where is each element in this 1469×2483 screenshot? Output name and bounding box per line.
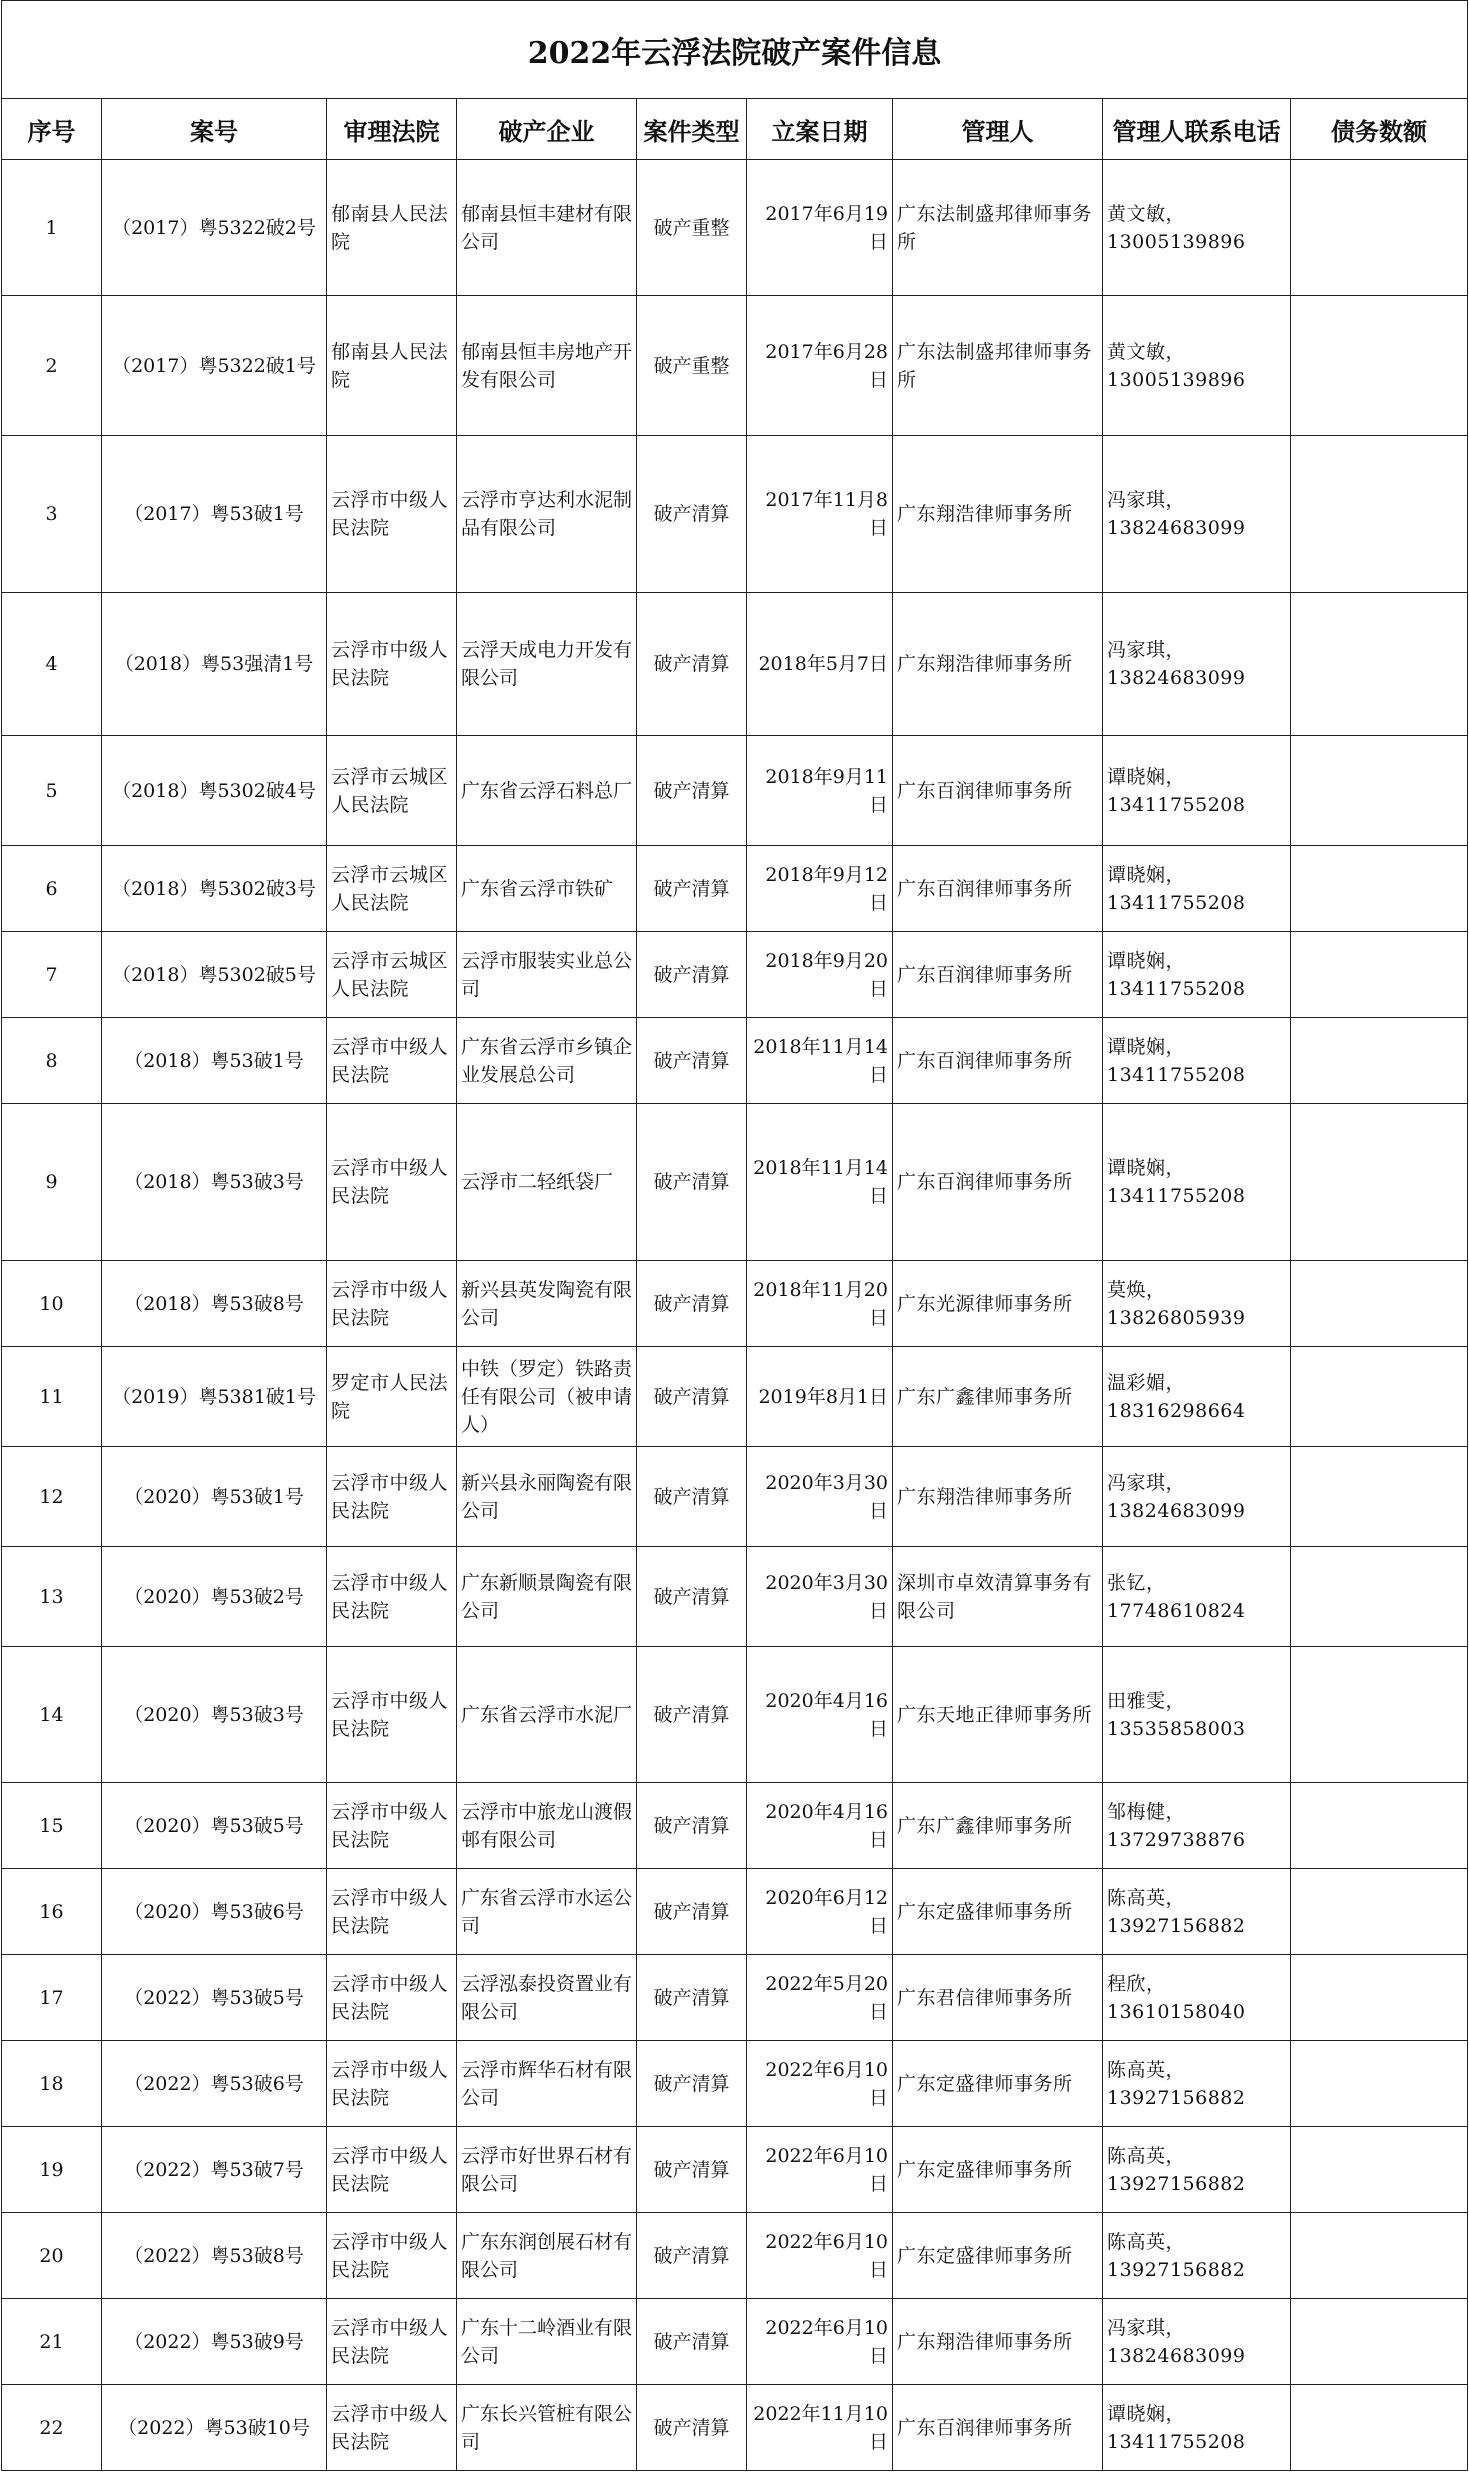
cell-filing-date: 2018年11月14日 [747, 1104, 893, 1261]
cell-filing-date: 2017年6月28日 [747, 296, 893, 436]
contact-name: 谭晓娴， [1107, 1157, 1186, 1179]
contact-phone: 13826805939 [1107, 1306, 1246, 1329]
cell-filing-date: 2018年9月20日 [747, 932, 893, 1018]
cell-filing-date: 2019年8月1日 [747, 1347, 893, 1447]
cell-company: 广东十二岭酒业有限公司 [457, 2299, 637, 2385]
contact-phone: 13927156882 [1107, 1914, 1246, 1937]
cell-administrator: 广东定盛律师事务所 [893, 2213, 1103, 2299]
cell-case-type: 破产清算 [637, 1104, 747, 1261]
cell-case-type: 破产清算 [637, 1447, 747, 1547]
contact-name: 温彩媚， [1107, 1371, 1186, 1394]
cell-case-number: （2018）粤53破8号 [102, 1261, 327, 1347]
cell-company: 广东新顺景陶瓷有限公司 [457, 1547, 637, 1647]
cell-debt-amount [1291, 160, 1468, 296]
cell-case-number: （2018）粤5302破3号 [102, 846, 327, 932]
contact-phone: 13411755208 [1107, 2430, 1246, 2453]
cell-administrator-phone [1103, 296, 1291, 436]
cell-court: 云浮市中级人民法院 [327, 1869, 457, 1955]
cell-debt-amount [1291, 1647, 1468, 1783]
cell-court: 郁南县人民法院 [327, 296, 457, 436]
cell-administrator: 广东天地正律师事务所 [893, 1647, 1103, 1783]
cell-case-number: （2019）粤5381破1号 [102, 1347, 327, 1447]
cell-debt-amount [1291, 1347, 1468, 1447]
table-row [2, 436, 1468, 593]
cell-filing-date: 2022年6月10日 [747, 2127, 893, 2213]
cell-company: 云浮市辉华石材有限公司 [457, 2041, 637, 2127]
cell-company: 郁南县恒丰建材有限公司 [457, 160, 637, 296]
cell-case-type: 破产清算 [637, 1347, 747, 1447]
cell-case-number: （2017）粤5322破1号 [102, 296, 327, 436]
cell-court: 云浮市中级人民法院 [327, 2385, 457, 2471]
cell-administrator: 广东广鑫律师事务所 [893, 1347, 1103, 1447]
cell-court: 云浮市中级人民法院 [327, 1447, 457, 1547]
cell-administrator-phone [1103, 736, 1291, 846]
cell-administrator: 广东君信律师事务所 [893, 1955, 1103, 2041]
cell-administrator: 广东定盛律师事务所 [893, 2041, 1103, 2127]
table-row [2, 160, 1468, 296]
cell-case-number: （2018）粤53破1号 [102, 1018, 327, 1104]
cell-company: 云浮市好世界石材有限公司 [457, 2127, 637, 2213]
header-row [2, 99, 1468, 160]
cell-case-type: 破产清算 [637, 436, 747, 593]
cell-company: 广东东润创展石材有限公司 [457, 2213, 637, 2299]
cell-administrator-phone [1103, 1347, 1291, 1447]
cell-filing-date: 2018年11月14日 [747, 1018, 893, 1104]
contact-name: 谭晓娴， [1107, 1035, 1186, 1058]
contact-phone: 13411755208 [1107, 891, 1246, 914]
cell-filing-date: 2022年6月10日 [747, 2041, 893, 2127]
table-row [2, 593, 1468, 736]
contact-name: 谭晓娴， [1107, 863, 1186, 886]
header-case-number: 案号 [102, 99, 327, 160]
cell-case-type: 破产清算 [637, 1955, 747, 2041]
cell-court: 云浮市中级人民法院 [327, 2127, 457, 2213]
cell-administrator: 广东定盛律师事务所 [893, 2127, 1103, 2213]
table-row [2, 1018, 1468, 1104]
cell-company: 广东省云浮市铁矿 [457, 846, 637, 932]
contact-name: 冯家琪， [1107, 2316, 1186, 2339]
table-row [2, 1783, 1468, 1869]
cell-court: 罗定市人民法院 [327, 1347, 457, 1447]
cell-index: 4 [2, 593, 102, 736]
cell-filing-date: 2018年9月12日 [747, 846, 893, 932]
cell-case-type: 破产清算 [637, 2299, 747, 2385]
cell-administrator-phone [1103, 436, 1291, 593]
table-row [2, 1347, 1468, 1447]
contact-phone: 18316298664 [1107, 1399, 1246, 1422]
table-row [2, 846, 1468, 932]
cell-case-type: 破产清算 [637, 2127, 747, 2213]
cell-administrator: 广东百润律师事务所 [893, 846, 1103, 932]
header-index: 序号 [2, 99, 102, 160]
cell-company: 云浮市服装实业总公司 [457, 932, 637, 1018]
cell-case-number: （2020）粤53破6号 [102, 1869, 327, 1955]
contact-phone: 13824683099 [1107, 1499, 1246, 1522]
contact-name: 张钇， [1107, 1571, 1166, 1594]
cell-administrator: 广东百润律师事务所 [893, 1104, 1103, 1261]
contact-name: 谭晓娴， [1107, 2402, 1186, 2425]
cell-filing-date: 2020年4月16日 [747, 1647, 893, 1783]
contact-name: 田雅雯， [1107, 1689, 1186, 1712]
cell-administrator-phone [1103, 932, 1291, 1018]
cell-index: 15 [2, 1783, 102, 1869]
cell-debt-amount [1291, 593, 1468, 736]
cell-court: 云浮市中级人民法院 [327, 1018, 457, 1104]
table-row [2, 2299, 1468, 2385]
cell-company: 中铁（罗定）铁路责任有限公司（被申请人） [457, 1347, 637, 1447]
cell-company: 云浮天成电力开发有限公司 [457, 593, 637, 736]
contact-name: 冯家琪， [1107, 489, 1186, 511]
cell-index: 8 [2, 1018, 102, 1104]
header-administrator-phone: 管理人联系电话 [1103, 99, 1291, 160]
cell-administrator-phone [1103, 2385, 1291, 2471]
table-row [2, 1547, 1468, 1647]
cell-filing-date: 2020年6月12日 [747, 1869, 893, 1955]
cell-administrator: 广东定盛律师事务所 [893, 1869, 1103, 1955]
cell-court: 云浮市中级人民法院 [327, 2299, 457, 2385]
contact-phone: 13824683099 [1107, 517, 1246, 539]
contact-phone: 13411755208 [1107, 977, 1246, 1000]
cell-administrator-phone [1103, 2127, 1291, 2213]
cell-index: 12 [2, 1447, 102, 1547]
cell-case-type: 破产清算 [637, 2385, 747, 2471]
contact-name: 莫焕， [1107, 1278, 1166, 1301]
cell-index: 1 [2, 160, 102, 296]
cell-administrator-phone [1103, 160, 1291, 296]
cell-company: 云浮泓泰投资置业有限公司 [457, 1955, 637, 2041]
cell-administrator-phone [1103, 1869, 1291, 1955]
cell-case-type: 破产清算 [637, 1783, 747, 1869]
table-row [2, 2127, 1468, 2213]
contact-name: 冯家琪， [1107, 1471, 1186, 1494]
cell-case-number: （2022）粤53破9号 [102, 2299, 327, 2385]
contact-phone: 13005139896 [1107, 368, 1246, 391]
header-debt-amount: 债务数额 [1291, 99, 1468, 160]
cell-court: 云浮市云城区人民法院 [327, 932, 457, 1018]
cell-company: 云浮市二轻纸袋厂 [457, 1104, 637, 1261]
cell-case-type: 破产重整 [637, 296, 747, 436]
cell-court: 云浮市云城区人民法院 [327, 736, 457, 846]
header-administrator: 管理人 [893, 99, 1103, 160]
cell-debt-amount [1291, 2041, 1468, 2127]
cell-index: 9 [2, 1104, 102, 1261]
cell-filing-date: 2022年5月20日 [747, 1955, 893, 2041]
contact-name: 陈高英， [1107, 2144, 1186, 2167]
cell-case-type: 破产清算 [637, 736, 747, 846]
cell-administrator: 广东翔浩律师事务所 [893, 2299, 1103, 2385]
contact-phone: 17748610824 [1107, 1599, 1246, 1622]
cell-case-type: 破产清算 [637, 1869, 747, 1955]
cell-filing-date: 2022年6月10日 [747, 2213, 893, 2299]
table-row [2, 296, 1468, 436]
cell-filing-date: 2022年11月10日 [747, 2385, 893, 2471]
cell-administrator-phone [1103, 2299, 1291, 2385]
table-row [2, 2385, 1468, 2471]
cell-case-type: 破产清算 [637, 1261, 747, 1347]
cell-filing-date: 2022年6月10日 [747, 2299, 893, 2385]
table-row [2, 1261, 1468, 1347]
cell-debt-amount [1291, 2127, 1468, 2213]
cell-administrator-phone [1103, 846, 1291, 932]
header-court: 审理法院 [327, 99, 457, 160]
cell-index: 21 [2, 2299, 102, 2385]
table-row [2, 1955, 1468, 2041]
cell-case-type: 破产清算 [637, 593, 747, 736]
cell-administrator: 广东法制盛邦律师事务所 [893, 160, 1103, 296]
cell-administrator-phone [1103, 1955, 1291, 2041]
contact-name: 邹梅健， [1107, 1800, 1186, 1823]
cell-case-type: 破产清算 [637, 1647, 747, 1783]
cell-administrator-phone [1103, 1783, 1291, 1869]
cell-company: 广东省云浮市水泥厂 [457, 1647, 637, 1783]
cell-case-number: （2018）粤53破3号 [102, 1104, 327, 1261]
cell-filing-date: 2020年3月30日 [747, 1547, 893, 1647]
contact-name: 黄文敏， [1107, 340, 1186, 363]
cell-index: 22 [2, 2385, 102, 2471]
cell-company: 广东省云浮石料总厂 [457, 736, 637, 846]
cell-case-type: 破产清算 [637, 846, 747, 932]
cell-debt-amount [1291, 1261, 1468, 1347]
cell-debt-amount [1291, 846, 1468, 932]
cell-administrator-phone [1103, 2041, 1291, 2127]
cell-administrator: 广东法制盛邦律师事务所 [893, 296, 1103, 436]
table-row [2, 2213, 1468, 2299]
cell-administrator: 广东百润律师事务所 [893, 1018, 1103, 1104]
cell-court: 云浮市云城区人民法院 [327, 846, 457, 932]
contact-phone: 13610158040 [1107, 2000, 1246, 2023]
cell-case-number: （2022）粤53破7号 [102, 2127, 327, 2213]
header-filing-date: 立案日期 [747, 99, 893, 160]
contact-name: 陈高英， [1107, 2230, 1186, 2253]
cell-administrator: 广东翔浩律师事务所 [893, 593, 1103, 736]
cell-debt-amount [1291, 1783, 1468, 1869]
cell-debt-amount [1291, 2385, 1468, 2471]
cell-court: 云浮市中级人民法院 [327, 2041, 457, 2127]
cell-company: 新兴县英发陶瓷有限公司 [457, 1261, 637, 1347]
table-row [2, 736, 1468, 846]
cell-administrator-phone [1103, 1647, 1291, 1783]
table-row [2, 2041, 1468, 2127]
cell-case-number: （2017）粤53破1号 [102, 436, 327, 593]
cell-court: 云浮市中级人民法院 [327, 593, 457, 736]
cell-case-type: 破产重整 [637, 160, 747, 296]
cell-case-type: 破产清算 [637, 1018, 747, 1104]
cell-index: 20 [2, 2213, 102, 2299]
cell-court: 云浮市中级人民法院 [327, 1261, 457, 1347]
cell-court: 郁南县人民法院 [327, 160, 457, 296]
cell-administrator-phone [1103, 1547, 1291, 1647]
cell-case-number: （2022）粤53破8号 [102, 2213, 327, 2299]
contact-phone: 13927156882 [1107, 2086, 1246, 2109]
contact-phone: 13005139896 [1107, 230, 1246, 253]
cell-company: 云浮市亨达利水泥制品有限公司 [457, 436, 637, 593]
contact-phone: 13824683099 [1107, 2344, 1246, 2367]
cell-case-number: （2020）粤53破5号 [102, 1783, 327, 1869]
table-row [2, 1647, 1468, 1783]
cell-index: 10 [2, 1261, 102, 1347]
cell-index: 2 [2, 296, 102, 436]
cell-index: 14 [2, 1647, 102, 1783]
cell-debt-amount [1291, 436, 1468, 593]
cell-index: 11 [2, 1347, 102, 1447]
cell-administrator: 广东光源律师事务所 [893, 1261, 1103, 1347]
cell-filing-date: 2020年4月16日 [747, 1783, 893, 1869]
contact-name: 黄文敏， [1107, 202, 1186, 225]
cell-debt-amount [1291, 296, 1468, 436]
cell-debt-amount [1291, 1018, 1468, 1104]
cell-case-type: 破产清算 [637, 2213, 747, 2299]
header-company: 破产企业 [457, 99, 637, 160]
cell-court: 云浮市中级人民法院 [327, 1955, 457, 2041]
cell-court: 云浮市中级人民法院 [327, 1104, 457, 1261]
contact-name: 程欣， [1107, 1972, 1166, 1995]
cell-index: 3 [2, 436, 102, 593]
cell-debt-amount [1291, 932, 1468, 1018]
cell-case-number: （2022）粤53破6号 [102, 2041, 327, 2127]
cell-company: 新兴县永丽陶瓷有限公司 [457, 1447, 637, 1547]
contact-phone: 13411755208 [1107, 1185, 1246, 1207]
cell-debt-amount [1291, 1447, 1468, 1547]
cell-case-number: （2020）粤53破1号 [102, 1447, 327, 1547]
cell-administrator-phone [1103, 1261, 1291, 1347]
contact-name: 冯家琪， [1107, 639, 1186, 661]
cell-company: 郁南县恒丰房地产开发有限公司 [457, 296, 637, 436]
contact-name: 陈高英， [1107, 2058, 1186, 2081]
cell-company: 广东长兴管桩有限公司 [457, 2385, 637, 2471]
contact-phone: 13927156882 [1107, 2172, 1246, 2195]
cell-index: 6 [2, 846, 102, 932]
cell-index: 17 [2, 1955, 102, 2041]
cell-debt-amount [1291, 1869, 1468, 1955]
cell-filing-date: 2017年6月19日 [747, 160, 893, 296]
bankruptcy-cases-table [1, 0, 1468, 2471]
table-title: 2022年云浮法院破产案件信息 [2, 1, 1468, 99]
table-row [2, 1869, 1468, 1955]
cell-debt-amount [1291, 1955, 1468, 2041]
cell-administrator: 广东百润律师事务所 [893, 2385, 1103, 2471]
cell-company: 广东省云浮市乡镇企业发展总公司 [457, 1018, 637, 1104]
contact-name: 谭晓娴， [1107, 765, 1186, 788]
contact-phone: 13535858003 [1107, 1717, 1246, 1740]
cell-court: 云浮市中级人民法院 [327, 1783, 457, 1869]
cell-debt-amount [1291, 1547, 1468, 1647]
cell-index: 13 [2, 1547, 102, 1647]
header-case-type: 案件类型 [637, 99, 747, 160]
cell-debt-amount [1291, 2299, 1468, 2385]
cell-filing-date: 2020年3月30日 [747, 1447, 893, 1547]
cell-case-number: （2020）粤53破2号 [102, 1547, 327, 1647]
cell-administrator-phone [1103, 593, 1291, 736]
contact-phone: 13824683099 [1107, 667, 1246, 689]
contact-phone: 13729738876 [1107, 1828, 1246, 1851]
cell-administrator-phone [1103, 1104, 1291, 1261]
cell-case-number: （2022）粤53破5号 [102, 1955, 327, 2041]
cell-administrator: 广东广鑫律师事务所 [893, 1783, 1103, 1869]
cell-administrator: 深圳市卓效清算事务有限公司 [893, 1547, 1103, 1647]
cell-case-number: （2017）粤5322破2号 [102, 160, 327, 296]
cell-filing-date: 2018年11月20日 [747, 1261, 893, 1347]
cell-court: 云浮市中级人民法院 [327, 436, 457, 593]
cell-court: 云浮市中级人民法院 [327, 1547, 457, 1647]
cell-administrator: 广东翔浩律师事务所 [893, 1447, 1103, 1547]
cell-company: 广东省云浮市水运公司 [457, 1869, 637, 1955]
cell-case-number: （2018）粤5302破4号 [102, 736, 327, 846]
contact-phone: 13411755208 [1107, 793, 1246, 816]
cell-debt-amount [1291, 1104, 1468, 1261]
contact-name: 陈高英， [1107, 1886, 1186, 1909]
cell-case-type: 破产清算 [637, 932, 747, 1018]
cell-index: 19 [2, 2127, 102, 2213]
cell-case-type: 破产清算 [637, 1547, 747, 1647]
cell-case-number: （2018）粤5302破5号 [102, 932, 327, 1018]
cell-administrator: 广东翔浩律师事务所 [893, 436, 1103, 593]
cell-filing-date: 2018年9月11日 [747, 736, 893, 846]
cell-administrator-phone [1103, 1447, 1291, 1547]
cell-debt-amount [1291, 736, 1468, 846]
cell-administrator-phone [1103, 1018, 1291, 1104]
contact-phone: 13411755208 [1107, 1063, 1246, 1086]
cell-filing-date: 2018年5月7日 [747, 593, 893, 736]
cell-case-number: （2020）粤53破3号 [102, 1647, 327, 1783]
cell-administrator: 广东百润律师事务所 [893, 736, 1103, 846]
cell-debt-amount [1291, 2213, 1468, 2299]
cell-company: 云浮市中旅龙山渡假邨有限公司 [457, 1783, 637, 1869]
table-row [2, 1104, 1468, 1261]
cell-index: 5 [2, 736, 102, 846]
cell-case-number: （2018）粤53强清1号 [102, 593, 327, 736]
contact-phone: 13927156882 [1107, 2258, 1246, 2281]
contact-name: 谭晓娴， [1107, 949, 1186, 972]
cell-filing-date: 2017年11月8日 [747, 436, 893, 593]
cell-administrator: 广东百润律师事务所 [893, 932, 1103, 1018]
table-row [2, 1447, 1468, 1547]
cell-administrator-phone [1103, 2213, 1291, 2299]
cell-court: 云浮市中级人民法院 [327, 2213, 457, 2299]
cell-case-type: 破产清算 [637, 2041, 747, 2127]
cell-case-number: （2022）粤53破10号 [102, 2385, 327, 2471]
cell-index: 7 [2, 932, 102, 1018]
cell-index: 16 [2, 1869, 102, 1955]
table-row [2, 932, 1468, 1018]
cell-court: 云浮市中级人民法院 [327, 1647, 457, 1783]
cell-index: 18 [2, 2041, 102, 2127]
